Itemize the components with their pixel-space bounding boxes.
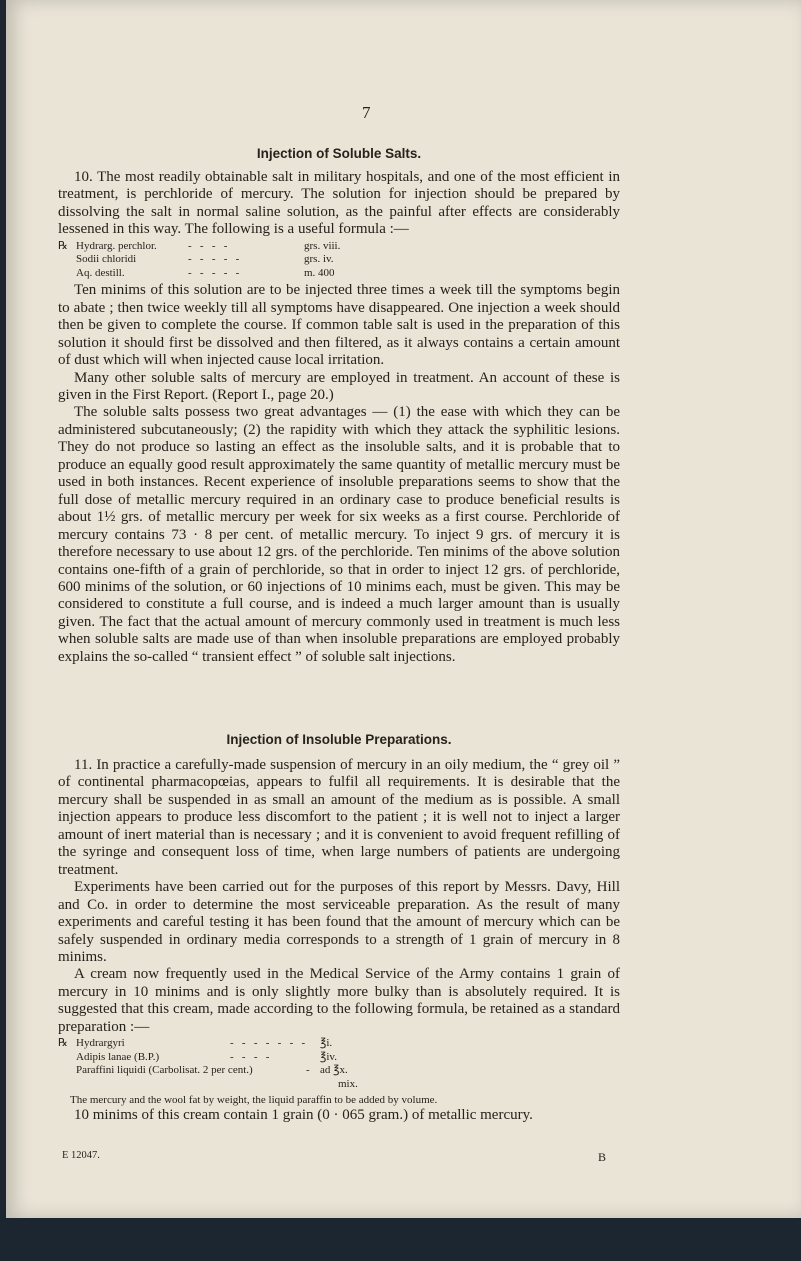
- leader-dashes: - - - -: [188, 239, 228, 252]
- paragraph: A cream now frequently used in the Medical Service of the Army contains 1 grain of mercury in 10 minims and is only slightly more bulky than is absolutely required. It is suggested that this cream, made according to the following formula, be retained as a standard preparation :—: [58, 966, 620, 1035]
- ingredient-name: Paraffini liquidi (Carbolisat. 2 per cent.): [76, 1064, 253, 1077]
- print-reference: E 12047.: [62, 1150, 100, 1161]
- recipe-symbol: [58, 1051, 76, 1065]
- formula-row: [58, 1078, 620, 1092]
- ingredient-quantity: grs. viii.: [304, 239, 341, 252]
- ingredient-name: Sodii chloridi: [76, 253, 137, 266]
- formula-note: The mercury and the wool fat by weight, the liquid paraffin to be added by volume.: [70, 1094, 438, 1107]
- paragraph: Ten minims of this solution are to be injected three times a week till the symptoms begin to abate ; then twice weekly till all symptoms have disappeared. One injection a week should then be given to complete the course. If common table salt is used in the preparation of this solution it should first be dissolved and then filtered, as it always contains a certain amount of dust which will when injected cause local irritation.: [58, 282, 620, 369]
- leader-dashes: - - - - -: [188, 266, 240, 279]
- formula-row: [58, 240, 620, 254]
- recipe-symbol: ℞: [58, 1037, 68, 1050]
- ingredient-name: Hydrarg. perchlor.: [76, 239, 157, 252]
- page-footer: [62, 1150, 620, 1165]
- formula-row: [58, 1037, 620, 1051]
- section-soluble-salts: [58, 169, 620, 666]
- paragraph: 10 minims of this cream contain 1 grain (0 · 065 gram.) of metallic mercury.: [74, 1107, 533, 1124]
- formula-row: [58, 267, 620, 281]
- signature-mark: B: [597, 1150, 606, 1164]
- formula-row: [58, 253, 620, 267]
- ingredient-name: Adipis lanae (B.P.): [76, 1050, 160, 1063]
- ingredient-quantity: m. 400: [304, 266, 335, 279]
- page-number: 7: [362, 103, 371, 122]
- section-heading-insoluble-preparations: Injection of Insoluble Preparations.: [226, 732, 452, 747]
- ingredient-name: Aq. destill.: [76, 266, 125, 279]
- paragraph: 10. The most readily obtainable salt in military hospitals, and one of the most efficient in treatment, is perchloride of mercury. The solution for injection should be prepared by dissolving the salt in normal saline solution, as the painful after effects are considerably lessened in this way. The following is a useful formula :—: [58, 169, 620, 238]
- ingredient-quantity: ad ℥x.: [320, 1064, 348, 1077]
- paragraph: 11. In practice a carefully-made suspension of mercury in an oily medium, the “ grey oil ” of continental pharmacopœias, appears to fulfil all requirements. It is desirable that the mercury shall be suspended in as small an amount of the medium as is possible. A small injection appears to produce less discomfort to the patient ; it is well not to inject a larger amount of inert material than is necessary ; and it is convenient to avoid frequent refilling of the syringe and consequent loss of time, when large numbers of patients are undergoing treatment.: [58, 757, 620, 878]
- formula-row: [58, 1064, 620, 1078]
- perchloride-formula: [58, 240, 620, 281]
- section-heading-soluble-salts: Injection of Soluble Salts.: [256, 146, 422, 161]
- ingredient-quantity: grs. iv.: [304, 253, 334, 266]
- formula-row: [58, 1051, 620, 1065]
- recipe-symbol: [58, 1064, 76, 1078]
- recipe-symbol: [58, 253, 76, 267]
- recipe-symbol: [58, 267, 76, 281]
- leader-dashes: -: [306, 1064, 310, 1077]
- mercury-cream-formula: [58, 1037, 620, 1091]
- ingredient-quantity: ℥i.: [320, 1037, 333, 1050]
- ingredient-name: Hydrargyri: [76, 1037, 125, 1050]
- ingredient-name: [76, 1078, 338, 1092]
- recipe-symbol: [58, 1078, 76, 1092]
- section-insoluble-preparations: [58, 757, 620, 1125]
- leader-dashes: - - - - -: [188, 253, 240, 266]
- ingredient-quantity: ℥iv.: [320, 1050, 337, 1063]
- paragraph: The soluble salts possess two great advantages — (1) the ease with which they can be administered subcutaneously; (2) the rapidity with which they attack the syphilitic lesions. They do not produce so lasting an effect as the insoluble salts, and it is probable that to produce an equally good result approximately the same quantity of metallic mercury must be used in both instances. Recent experience of insoluble preparations seems to show that the full dose of metallic mercury required in an ordinary case to produce beneficial results is about 1½ grs. of metallic mercury per week for six weeks as a first course. Perchloride of mercury contains 73 · 8 per cent. of metallic mercury. To inject 9 grs. of mercury it is therefore necessary to use about 12 grs. of the perchloride. Ten minims of the above solution contains one-fifth of a grain of perchloride, so that in order to inject 12 grs. of perchloride, 600 minims of the solution, or 60 injections of 10 minims each, must be given. This may be considered to constitute a full course, and is indeed a much larger amount than is usually given. The fact that the actual amount of mercury commonly used in treatment is much less when soluble salts are made use of than when insoluble preparations are employed probably explains the so-called “ transient effect ” of soluble salt injections.: [58, 404, 620, 665]
- leader-dashes: - - - -: [230, 1050, 270, 1063]
- leader-dashes: - - - - - - -: [230, 1037, 306, 1050]
- paragraph: Many other soluble salts of mercury are employed in treatment. An account of these is given in the First Report. (Report I., page 20.): [58, 369, 620, 404]
- document-page: [6, 0, 801, 1218]
- mix-instruction: mix.: [338, 1077, 358, 1090]
- paragraph: Experiments have been carried out for the purposes of this report by Messrs. Davy, Hill and Co. in order to determine the most serviceable preparation. As the result of many experiments and careful testing it has been found that the amount of mercury which can be safely suspended in ordinary media corresponds to a strength of 1 grain of mercury in 8 minims.: [58, 879, 620, 965]
- recipe-symbol: ℞: [58, 239, 68, 252]
